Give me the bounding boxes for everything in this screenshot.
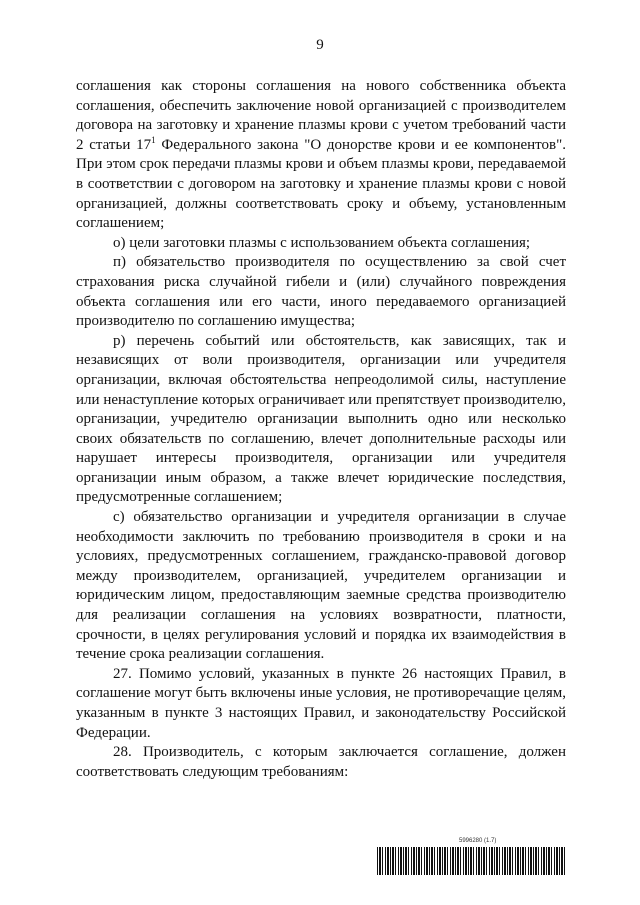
paragraph-continuation: [76, 77, 566, 234]
paragraph-item-p: п) обязательство производителя по осуществлению за свой счет страхования риска случайной гибели и (или) случайного повреждения объекта соглашения или его части, иного передаваемого организацией производителю по соглашению имущества;: [76, 254, 566, 330]
superscript: 1: [151, 134, 156, 145]
paragraph-27: 27. Помимо условий, указанных в пункте 26 настоящих Правил, в соглашение могут быть включены иные условия, не противоречащие целям, указанным в пункте 3 настоящих Правил, и законодательству Российской Федерации.: [76, 665, 566, 741]
barcode-image: [377, 847, 567, 875]
document-body: [76, 77, 566, 782]
paragraph-item-r: р) перечень событий или обстоятельств, как зависящих, так и независящих от воли производителя, организации или учредителя организации, включая обстоятельства непреодолимой силы, наступление или ненаступление которых ограничивает или препятствует производителю, организации, учредителю организации выполнить одно или несколько своих обязательств по соглашению, влечет дополнительные расходы или нарушает интересы производителя, организации или учредителя организации иным образом, а также влечет юридические последствия, предусмотренные соглашением;: [76, 332, 566, 506]
paragraph-text: Федерального закона "О донорстве крови и ее компонентов". При этом срок передачи плазмы крови и объем плазмы крови, передаваемой в соответствии с договором на заготовку и хранение плазмы крови с новой организацией, должны соответствовать сроку и объему, установленным соглашением;: [76, 136, 566, 232]
paragraph-item-o: о) цели заготовки плазмы с использованием объекта соглашения;: [113, 234, 531, 251]
barcode-code: 5996280 (1.7): [459, 838, 497, 844]
paragraph-28: 28. Производитель, с которым заключается соглашение, должен соответствовать следующим требованиям:: [76, 744, 566, 780]
paragraph-item-s: с) обязательство организации и учредителя организации в случае необходимости заключить по требованию производителя в сроки и на условиях, предусмотренных соглашением, гражданско-правовой договор между производителем, организацией, учредителем организации и юридическим лицом, предоставляющим заемные средства производителю для реализации соглашения на условиях возвратности, платности, срочности, в целях регулирования условий и порядка их взаимодействия в течение срока реализации соглашения.: [76, 509, 566, 663]
barcode-block: [377, 838, 567, 878]
paragraph-text: соглашения как стороны соглашения на нового собственника объекта соглашения, обеспечить заключение новой организацией с производителем договора на заготовку и хранение плазмы крови с учетом требований части 2 статьи 17: [76, 78, 566, 153]
page-number: 9: [316, 37, 324, 53]
